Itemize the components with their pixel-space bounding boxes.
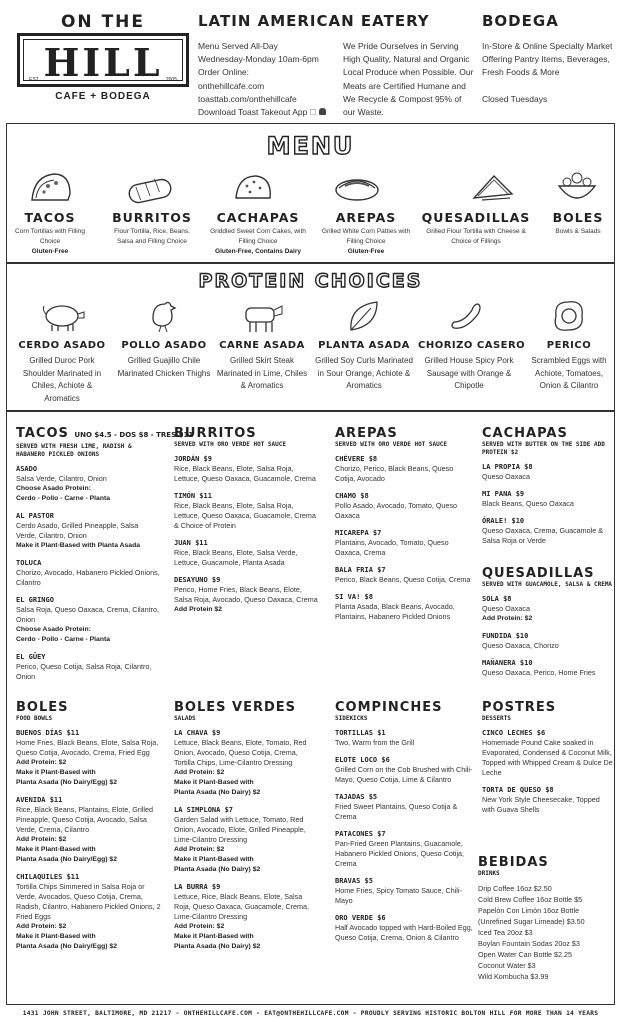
menu-item-name: EL GÜEY — [16, 653, 46, 661]
section-title-text: COMPINCHES — [335, 700, 443, 715]
menu-item-note: Add Protein $2 — [174, 606, 222, 613]
menu-item-desc: Rice, Black Beans, Elote, Salsa Roja, Lettuce, Queso Oaxaca, Guacamole, Crema & Choice of Protein — [174, 501, 316, 530]
eatery-line: Menu Served All-Day — [198, 41, 278, 51]
section-title-text: QUESADILLAS — [482, 566, 595, 581]
menu-item-desc: Queso Oaxaca, Perico, Home Fries — [482, 668, 596, 677]
pig-icon — [40, 300, 86, 332]
cachapas-section — [482, 426, 614, 553]
category-burritos: BURRITOS Flour Tortilla, Rice, Beans, Salsa and Filling Choice — [112, 210, 192, 245]
chicken-icon — [145, 298, 181, 334]
bebidas-section — [478, 855, 614, 982]
arepas-section — [335, 426, 475, 629]
website-link[interactable]: onthehillcafe.com — [198, 80, 265, 91]
menu-item-note: Planta Asada (No Dairy) $2 — [174, 789, 261, 796]
menu-item — [16, 795, 161, 865]
apple-icon — [310, 107, 316, 117]
postres-section — [482, 700, 614, 822]
section-subtitle: SIDEKICKS — [335, 715, 368, 722]
menu-item-name: SI VA! $8 — [335, 593, 373, 601]
egg-icon — [550, 298, 588, 334]
menu-item-desc: Grilled Corn on the Cob Brushed with Chili-Mayo, Queso Cotija, Lime & Cilantro — [335, 765, 473, 784]
menu-item-name: TOLUCA — [16, 559, 42, 567]
category-arepas: AREPAS Grilled White Corn Patties with Filling Choice Gluten-Free — [321, 210, 411, 255]
menu-item-name: AL PASTOR — [16, 512, 54, 520]
menu-item-name: TORTILLAS $1 — [335, 729, 386, 737]
drink-item: Drip Coffee 16oz $2.50 — [478, 884, 552, 893]
menu-item — [174, 538, 319, 568]
drink-item: Papelón Con Limón 16oz Bottle — [478, 906, 580, 915]
eatery-title: LATIN AMERICAN EATERY — [198, 12, 430, 30]
section-title-text: BEBIDAS — [478, 855, 549, 870]
protein-carne: CARNE ASADA Grilled Skirt Steak Marinated in Lime, Chiles & Aromatics — [216, 340, 308, 390]
menu-item — [335, 491, 475, 521]
menu-item-note: Add Protein: $2 — [174, 769, 225, 776]
menu-item-name: LA BURRA $9 — [174, 883, 221, 891]
drink-item: Iced Tea 20oz $3 — [478, 928, 533, 937]
section-subtitle: SERVED WITH GUACAMOLE, SALSA & CREMA — [482, 581, 613, 588]
menu-item — [335, 755, 475, 785]
menu-item-name: BUENOS DÍAS $11 — [16, 729, 80, 737]
menu-item-note: Planta Asada (No Dairy/Egg) $2 — [16, 779, 117, 786]
menu-title: MENU — [266, 132, 355, 160]
menu-item-name: ELOTE LOCO $6 — [335, 756, 390, 764]
menu-item-name: CHÉVERE $8 — [335, 455, 378, 463]
section-title — [482, 700, 614, 715]
android-icon — [319, 108, 326, 115]
menu-item-name: TIMÓN $11 — [174, 492, 212, 500]
menu-item-name: ORO VERDE $6 — [335, 914, 386, 922]
menu-item-name: TORTA DE QUESO $8 — [482, 786, 554, 794]
section-title — [174, 426, 319, 441]
quesadilla-icon — [470, 172, 516, 206]
menu-item — [335, 792, 475, 822]
menu-item — [16, 728, 161, 788]
logo-bottom-text: CAFE + BODEGA — [55, 91, 151, 102]
menu-item-name: JUAN $11 — [174, 539, 208, 547]
toast-app-line[interactable]: Download Toast Takeout App — [198, 106, 326, 119]
menu-item-note: Planta Asada (No Dairy) $2 — [174, 943, 261, 950]
section-subtitle: DRINKS — [478, 870, 500, 877]
eatery-line: Order Online: — [198, 67, 250, 78]
menu-item-desc: Half Avocado topped with Hard-Boiled Egg, Queso Cotija, Crema, Onion & Cilantro — [335, 923, 473, 942]
menu-item-name: EL GRINGO — [16, 596, 54, 604]
drink-item: Boylan Fountain Sodas 20oz $3 — [478, 939, 580, 948]
menu-item-name: MI PANA $9 — [482, 490, 525, 498]
values-text: We Pride Ourselves in Serving High Quality, Natural and Organic Local Produce when Possible. Our Meats are Certified Humane and We Recycle & Compost 95% of our Waste. — [343, 41, 474, 118]
menu-item — [174, 805, 319, 875]
drink-item: (Unrefined Sugar Limeade) $3.50 — [478, 917, 585, 926]
menu-item — [482, 631, 614, 651]
drink-item: Open Water Can Bottle $2.25 — [478, 950, 573, 959]
logo — [13, 13, 193, 105]
menu-item-note: Cerdo - Pollo - Carne - Planta — [16, 636, 111, 643]
section-title-text: BOLES VERDES — [174, 700, 296, 715]
protein-perico: PERICO Scrambled Eggs with Achiote, Tomatoes, Onion & Cilantro — [531, 340, 607, 390]
menu-item-desc: Perico, Queso Cotija, Salsa Roja, Cilantro, Onion — [16, 662, 152, 681]
section-subtitle: DESSERTS — [482, 715, 511, 722]
menu-item — [16, 558, 161, 588]
menu-item-note: Add Protein: $2 — [174, 846, 225, 853]
section-title-text: POSTRES — [482, 700, 557, 715]
menu-item — [16, 595, 161, 645]
section-title — [482, 426, 614, 441]
closed-notice: Closed Tuesdays — [482, 93, 548, 104]
drink-item: Coconut Water $3 — [478, 961, 536, 970]
menu-item-note: Add Protein: $2 — [174, 923, 225, 930]
menu-item-desc: Perico, Home Fries, Black Beans, Elote, Salsa Roja, Avocado, Queso Oaxaca, Crema — [174, 585, 318, 604]
menu-item-desc: Rice, Black Beans, Elote, Salsa Roja, Lettuce, Queso Oaxaca, Guacamole, Crema — [174, 464, 316, 483]
menu-item — [16, 652, 161, 682]
menu-item-note: Choose Asado Protein: — [16, 485, 91, 492]
section-title — [335, 700, 475, 715]
menu-item-name: AVENIDA $11 — [16, 796, 63, 804]
menu-item-name: TAJADAS $5 — [335, 793, 378, 801]
menu-item-name: LA SIMPLONA $7 — [174, 806, 234, 814]
menu-item-name: ASADO — [16, 465, 38, 473]
menu-item-name: MAÑANERA $10 — [482, 659, 533, 667]
cachapa-icon — [232, 172, 274, 206]
bodega-info: In-Store & Online Specialty Market Offering Pantry Items, Beverages, Fresh Foods & More Closed Tuesdays — [482, 40, 612, 106]
protein-chorizo: CHORIZO CASERO Grilled House Spicy Pork Sausage with Orange & Chipotle — [418, 340, 526, 390]
section-title-text: BOLES — [16, 700, 69, 715]
menu-item-desc: Home Fries, Spicy Tomato Sauce, Chili-Mayo — [335, 886, 462, 905]
category-quesadillas: QUESADILLAS Grilled Flour Tortilla with Cheese & Choice of Fillings — [421, 210, 531, 245]
menu-item-desc: Perico, Black Beans, Queso Cotija, Crema — [335, 575, 471, 584]
menu-item — [174, 728, 319, 798]
menu-item — [335, 565, 475, 585]
menu-item-note: Make it Plant-Based with — [16, 846, 96, 853]
menu-item-name: DESAYUNO $9 — [174, 576, 221, 584]
menu-item — [16, 872, 161, 952]
protein-planta: PLANTA ASADA Grilled Soy Curls Marinated in Sour Orange, Achiote & Aromatics — [315, 340, 413, 390]
toast-link[interactable]: toasttab.com/onthehillcafe — [198, 93, 297, 104]
menu-item-name: CHAMO $8 — [335, 492, 369, 500]
section-subtitle: SERVED WITH ORO VERDE HOT SAUCE — [335, 441, 447, 448]
cow-icon — [238, 300, 284, 334]
protein-title: PROTEIN CHOICES — [198, 270, 423, 292]
menu-item-note: Make it Plant-Based with — [16, 933, 96, 940]
menu-item-note: Cerdo - Pollo - Carne - Planta — [16, 495, 111, 502]
logo-est: EST — [29, 77, 39, 83]
menu-item — [335, 876, 475, 906]
menu-item-name: CINCO LECHES $6 — [482, 729, 546, 737]
category-cachapas: CACHAPAS Griddled Sweet Corn Cakes, with Filling Choice Gluten-Free, Contains Dairy — [210, 210, 306, 255]
eatery-info — [198, 40, 326, 119]
menu-item-desc: Fried Sweet Plantains, Queso Cotija & Crema — [335, 802, 458, 821]
menu-item — [335, 592, 475, 622]
menu-item — [174, 491, 319, 531]
menu-item-desc: Homemade Pound Cake soaked in Evaporated, Condensed & Coconut Milk, Topped with Whipped Cream & Dulce De Leche — [482, 738, 613, 777]
menu-item-name: JORDÁN $9 — [174, 455, 212, 463]
menu-item-desc: Tortilla Chips Simmered in Salsa Roja or Verde, Avocados, Queso Cotija, Crema, Radish, Cilantro, Habanero Pickled Onions, 2 Fried Eggs — [16, 882, 161, 921]
logo-frame — [17, 33, 189, 87]
taco-icon — [28, 170, 74, 206]
menu-item-desc: Rice, Black Beans, Plantains, Elote, Grilled Pineapple, Queso Cotija, Avocado, Salsa Verde, Crema, Cilantro — [16, 805, 154, 834]
menu-item-note: Add Protein: $2 — [16, 836, 67, 843]
category-tacos: TACOS Corn Tortillas with Filling Choice Gluten-Free — [15, 210, 85, 255]
section-title-text: TACOS — [16, 426, 69, 441]
section-subtitle: FOOD BOWLS — [16, 715, 53, 722]
section-title-text: AREPAS — [335, 426, 398, 441]
menu-item — [482, 658, 614, 678]
menu-item-name: SOLA $8 — [482, 595, 512, 603]
menu-item-name: BALA FRIA $7 — [335, 566, 386, 574]
menu-item-note: Add Protein: $2 — [482, 615, 533, 622]
menu-item-name: LA CHAVA $9 — [174, 729, 221, 737]
menu-item-desc: Lettuce, Black Beans, Elote, Tomato, Red Onion, Avocado, Queso Cotija, Crema, Tortilla Chips, Lime-Cilantro Dressing — [174, 738, 307, 767]
menu-item — [482, 516, 614, 546]
section-subtitle: SERVED WITH FRESH LIME, RADISH & HABANERO PICKLED ONIONS — [16, 443, 132, 458]
menu-item-desc: Queso Oaxaca, Chorizo — [482, 641, 559, 650]
section-title-text: CACHAPAS — [482, 426, 568, 441]
menu-item-desc: New York Style Cheesecake, Topped with Guava Shells — [482, 795, 600, 814]
menu-item-note: Make it Plant-Based with — [16, 769, 96, 776]
menu-item — [482, 728, 614, 778]
menu-item-note: Make it Plant-Based with — [174, 779, 254, 786]
menu-item-desc: Queso Oaxaca — [482, 604, 530, 613]
compinches-section — [335, 700, 475, 950]
leaf-icon — [345, 298, 381, 334]
menu-item-desc: Plantains, Avocado, Tomato, Queso Oaxaca, Crema — [335, 538, 449, 557]
menu-item — [16, 511, 161, 551]
logo-main-text: HILL — [43, 40, 163, 85]
menu-item-desc: Planta Asada, Black Beans, Avocado, Plantains, Habanero Pickled Onions — [335, 602, 455, 621]
menu-item-desc: Lettuce, Rice, Black Beans, Elote, Salsa Roja, Queso Oaxaca, Guacamole, Crema, Lime-Cilantro Dressing — [174, 892, 310, 921]
protein-pollo: POLLO ASADO Grilled Guajillo Chile Marinated Chicken Thighs — [117, 340, 211, 378]
sausage-icon — [448, 300, 488, 334]
footer: 1431 JOHN STREET, BALTIMORE, MD 21217 - ONTHEHILLCAFE.COM - EAT@ONTHEHILLCAFE.COM - PROUDLY SERVING HISTORIC BOLTON HILL FOR MORE THAN 14 YEARS — [22, 1010, 599, 1017]
logo-top-text: ON THE — [60, 12, 146, 32]
section-title — [174, 700, 319, 715]
menu-item-note: Make it Plant-Based with Planta Asada — [16, 542, 141, 549]
menu-item — [482, 594, 614, 624]
boles-section — [16, 700, 161, 959]
menu-item-desc: Salsa Verde, Cilantro, Onion — [16, 474, 107, 483]
menu-item — [335, 528, 475, 558]
menu-item — [174, 454, 319, 484]
section-title — [482, 566, 614, 581]
burritos-section — [174, 426, 319, 622]
boles-verdes-section — [174, 700, 319, 959]
menu-item — [482, 785, 614, 815]
menu-item-name: CHILAQUILES $11 — [16, 873, 80, 881]
menu-item-desc: Queso Oaxaca, Crema, Guacamole & Salsa Roja or Verde — [482, 526, 604, 545]
menu-item-desc: Chorizo, Avocado, Habanero Pickled Onions, Cilantro — [16, 568, 160, 587]
category-boles: BOLES Bowls & Salads — [552, 210, 604, 235]
section-subtitle: SERVED WITH ORO VERDE HOT SAUCE — [174, 441, 286, 448]
menu-item-desc: Queso Oaxaca — [482, 472, 530, 481]
section-title — [335, 426, 475, 441]
menu-item-name: ÓRALE! $10 — [482, 517, 525, 525]
bowl-icon — [555, 166, 599, 206]
menu-item-desc: Pollo Asado, Avocado, Tomato, Queso Oaxaca — [335, 501, 458, 520]
menu-item — [482, 462, 614, 482]
menu-item-desc: Garden Salad with Lettuce, Tomato, Red Onion, Avocado, Elote, Grilled Pineapple, Lime-Cilantro Dressing — [174, 815, 306, 844]
menu-item-name: FUNDIDA $10 — [482, 632, 529, 640]
logo-year: 2005 — [165, 77, 177, 83]
menu-item — [482, 489, 614, 509]
menu-item-note: Make it Plant-Based with — [174, 933, 254, 940]
menu-item-note: Planta Asada (No Dairy/Egg) $2 — [16, 943, 117, 950]
section-subtitle: SALADS — [174, 715, 196, 722]
section-title-text: BURRITOS — [174, 426, 257, 441]
arepa-icon — [333, 172, 381, 204]
menu-item — [335, 454, 475, 484]
menu-item-desc: Home Fries, Black Beans, Elote, Salsa Roja, Queso Cotija, Avocado, Crema, Fried Egg — [16, 738, 159, 757]
section-subtitle: SERVED WITH BUTTER ON THE SIDE ADD PROTEIN $2 — [482, 441, 605, 456]
menu-item-note: Choose Asado Protein: — [16, 626, 91, 633]
menu-item-desc: Two, Warm from the Grill — [335, 738, 415, 747]
menu-item-desc: Cerdo Asado, Grilled Pineapple, Salsa Verde, Cilantro, Onion — [16, 521, 139, 540]
menu-item — [16, 464, 161, 504]
menu-item-name: LA PROPIA $8 — [482, 463, 533, 471]
bodega-title: BODEGA — [482, 12, 559, 30]
section-title — [16, 426, 194, 443]
menu-item — [335, 829, 475, 869]
menu-item-desc: Chorizo, Perico, Black Beans, Queso Cotija, Avocado — [335, 464, 454, 483]
menu-item-name: PATACONES $7 — [335, 830, 386, 838]
menu-item-note: Add Protein: $2 — [16, 923, 67, 930]
burrito-icon — [125, 176, 175, 206]
eatery-line: Wednesday-Monday 10am-6pm — [198, 54, 319, 65]
menu-item — [335, 728, 475, 748]
section-title — [16, 700, 161, 715]
menu-item-note: Make it Plant-Based with — [174, 856, 254, 863]
menu-item-name: BRAVAS $5 — [335, 877, 373, 885]
menu-item-desc: Salsa Roja, Queso Oaxaca, Crema, Cilantro, Onion — [16, 605, 160, 624]
menu-item-name: MICAREPA $7 — [335, 529, 382, 537]
drink-item: Cold Brew Coffee 16oz Bottle $5 — [478, 895, 583, 904]
menu-item-note: Planta Asada (No Dairy) $2 — [174, 866, 261, 873]
section-price: UNO $4.5 - DOS $8 - TRES $11 — [74, 431, 194, 439]
menu-item-note: Add Protein: $2 — [16, 759, 67, 766]
protein-cerdo: CERDO ASADO Grilled Duroc Pork Shoulder Marinated in Chiles, Achiote & Aromatics — [18, 340, 106, 403]
menu-item — [174, 882, 319, 952]
menu-item-desc: Rice, Black Beans, Elote, Salsa Verde, Lettuce, Guacamole, Planta Asada — [174, 548, 298, 567]
section-title — [478, 855, 614, 870]
menu-item — [174, 575, 319, 615]
menu-item-desc: Pan-Fried Green Plantains, Guacamole, Habanero Pickled Onions, Queso Cotija, Crema — [335, 839, 465, 868]
menu-item — [335, 913, 475, 943]
quesadillas-section — [482, 566, 614, 685]
menu-item-note: Planta Asada (No Dairy/Egg) $2 — [16, 856, 117, 863]
drink-item: Wild Kombucha $3.99 — [478, 972, 549, 981]
menu-item-desc: Black Beans, Queso Oaxaca — [482, 499, 574, 508]
